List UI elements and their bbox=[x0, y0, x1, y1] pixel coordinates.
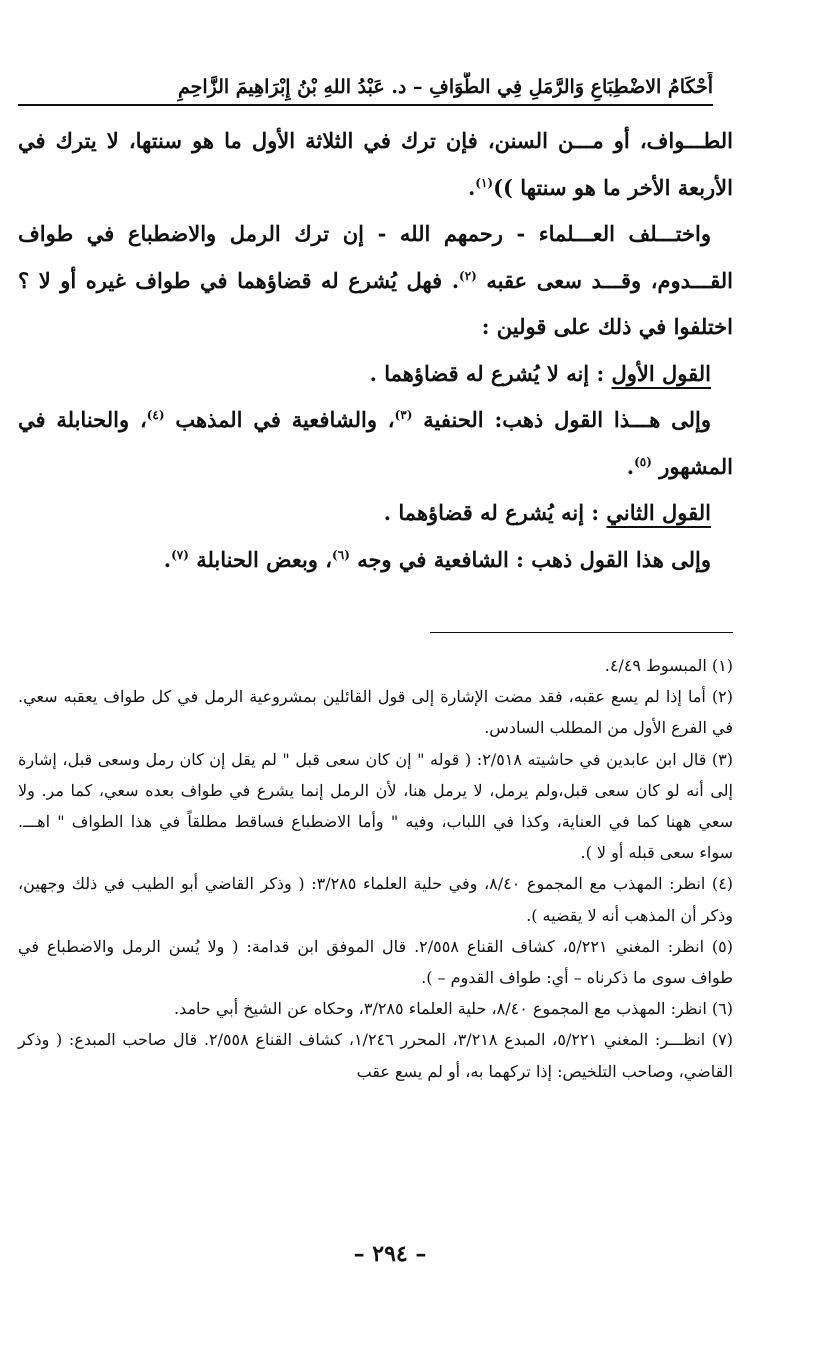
paragraph-4-text-a: وإلى هذا القول ذهب : الشافعية في وجه bbox=[357, 546, 711, 572]
paragraph-1 bbox=[18, 118, 733, 211]
paragraph-2 bbox=[18, 211, 733, 351]
footnote-ref-5[interactable]: (٥) bbox=[634, 454, 652, 469]
opinion-1-text: : إنه لا يُشرع له قضاؤهما . bbox=[369, 360, 612, 386]
paragraph-3 bbox=[18, 397, 733, 490]
page-number: – ٢٩٤ – bbox=[353, 1241, 427, 1267]
footnote-ref-6[interactable]: (٦) bbox=[332, 547, 350, 562]
paragraph-3-text-d: . bbox=[626, 453, 635, 479]
footnote-ref-3[interactable]: (٣) bbox=[394, 408, 413, 422]
opinion-2 bbox=[18, 490, 733, 537]
opinion-2-label: القول الثاني bbox=[606, 500, 711, 525]
footnote-ref-4[interactable]: (٤) bbox=[146, 408, 165, 422]
footnote-2: (٢) أما إذا لم يسع عقبه، فقد مضت الإشارة إلى قول القائلين بمشروعية الرمل في كل طواف يعقبه سعي. في الفرع الأول من المطلب السادس. bbox=[18, 687, 733, 738]
footnote-1: (١) المبسوط ٤/٤٩. bbox=[604, 656, 733, 675]
footnote-divider bbox=[430, 632, 733, 633]
paragraph-3-text-c: ، والحنابلة في المشهور bbox=[18, 407, 733, 479]
paragraph-2-text-b: . فهل يُشرع له قضاؤهما في طواف غيره أو لا ؟ اختلفوا في ذلك على قولين : bbox=[18, 267, 733, 339]
paragraph-4-text-c: . bbox=[163, 546, 172, 572]
paragraph-4 bbox=[18, 537, 733, 584]
main-text bbox=[18, 118, 733, 583]
paragraph-2-text-a: واختـــلف العـــلماء - رحمهم الله - إن ترك الرمل والاضطباع في طواف القـــدوم، وقـــد سعى عقبه bbox=[18, 221, 733, 293]
footnote-6: (٦) انظر: المهذب مع المجموع ٨/٤٠، حلية العلماء ٣/٢٨٥، وحكاه عن الشيخ أبي حامد. bbox=[174, 999, 733, 1019]
footnote-ref-7[interactable]: (٧) bbox=[171, 547, 189, 562]
footnote-5: (٥) انظر: المغني ٥/٢٢١، كشاف القناع ٢/٥٥٨. قال الموفق ابن قدامة: ( ولا يُسن الرمل والاضطباع في طواف سوى ما ذكرناه – أي: طواف القدوم – ). bbox=[18, 936, 733, 988]
running-header: أَحْكَامُ الاضْطِبَاعِ وَالرَّمَلِ فِي الطَّوَافِ – د. عَبْدُ اللهِ بْنُ إِبْرَاهِيمَ الزَّاحِمِ bbox=[177, 76, 713, 98]
footnote-ref-1[interactable]: (١) bbox=[475, 175, 494, 190]
footnotes bbox=[18, 650, 733, 1087]
paragraph-4-text-b: ، وبعض الحنابلة bbox=[196, 546, 333, 572]
paragraph-1-text: الطـــواف، أو مـــن السنن، فإن ترك في الثلاثة الأول ما هو سنتها، لا يترك في الأربعة الأخر ما هو سنتها )) bbox=[18, 128, 733, 200]
footnote-ref-2[interactable]: (٢) bbox=[459, 268, 477, 283]
footnote-7: (٧) انظـــر: المغني ٥/٢٢١، المبدع ٣/٢١٨، المحرر ١/٢٤٦، كشاف القناع ٢/٥٥٨. قال صاحب المبدع: ( وذكر القاضي، وصاحب التلخيص: إذا تركهما به، أو لم يسع عقب bbox=[18, 1030, 733, 1081]
footnote-4: (٤) انظر: المهذب مع المجموع ٨/٤٠، وفي حلية العلماء ٣/٢٨٥: ( وذكر القاضي أبو الطيب في ذلك وجهين، وذكر أن المذهب أنه لا يقضيه ). bbox=[18, 874, 734, 925]
header-divider bbox=[18, 104, 713, 106]
paragraph-1-end: . bbox=[467, 174, 476, 200]
opinion-2-text: : إنه يُشرع له قضاؤهما . bbox=[383, 500, 607, 525]
opinion-1-label: القول الأول bbox=[611, 360, 711, 386]
paragraph-3-text-a: وإلى هـــذا القول ذهب: الحنفية bbox=[423, 407, 711, 432]
footnote-3: (٣) قال ابن عابدين في حاشيته ٢/٥١٨: ( قوله " إن كان سعى قبل " لم يقل إن كان رمل وسعى قبل، إشارة إلى أنه لو كان سعى قبل،ولم يرمل، لا يرمل هنا، لأن الرمل إنما يشرع في طواف بعده سعي، كما مر. ولا سعي ههنا كما في العناية، وكذا في اللباب، وفيه " وأما الاضطباع فساقط مطلقاً في هذا الطواف " اهـــ. سواء سعى قبله أو لا ). bbox=[18, 749, 734, 863]
paragraph-3-text-b: ، والشافعية في المذهب bbox=[175, 407, 395, 432]
opinion-1 bbox=[18, 351, 733, 398]
